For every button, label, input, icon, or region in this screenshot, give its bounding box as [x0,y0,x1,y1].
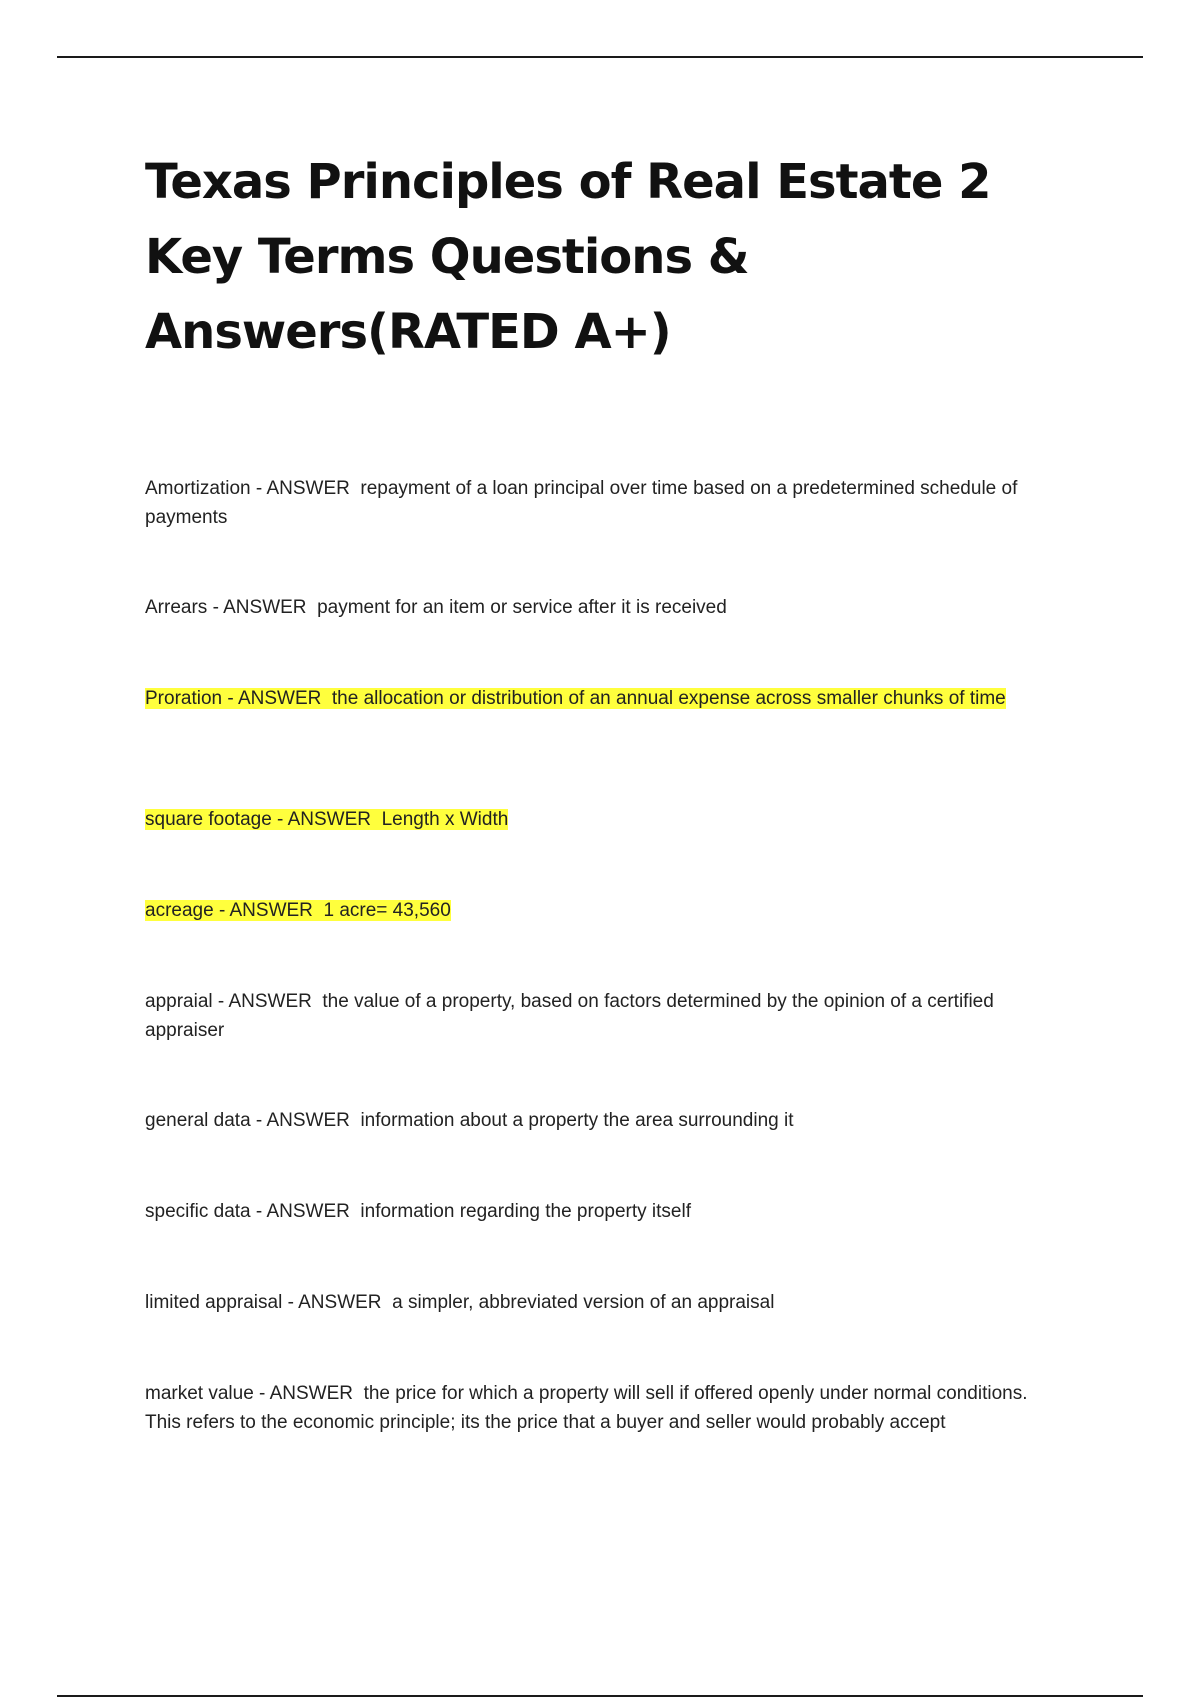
entry-separator: - ANSWER [282,1292,393,1313]
entry-definition: the value of a property, based on factors determined by the opinion of a certified appraiser [145,991,1000,1041]
entry-definition: 1 acre= 43,560 [323,900,451,921]
entry-definition: the allocation or distribution of an annual expense across smaller chunks of time [331,688,1006,709]
entry-separator: - ANSWER [212,991,323,1012]
entry-definition: information about a property the area surrounding it [360,1110,794,1131]
entry-separator: - ANSWER [271,809,382,830]
top-rule [57,56,1143,58]
entry-separator: - ANSWER [250,1110,361,1131]
entry-definition: the price for which a property will sell if offered openly under normal conditions. This refers to the economic principle; its the price that a buyer and seller would probably accept [145,1383,1033,1433]
entry-definition: a simpler, abbreviated version of an appraisal [392,1292,775,1313]
entry-term: general data [145,1110,251,1131]
bottom-rule [57,1695,1143,1697]
entry-acreage [145,896,1065,925]
entry-term: appraial [145,991,213,1012]
highlighted-text [145,900,451,921]
entry-market-value [145,1379,1065,1437]
entry-definition: Length x Width [381,809,509,830]
entry-term: acreage [145,900,214,921]
entry-term: specific data [145,1201,251,1222]
entry-definition: payment for an item or service after it is received [317,597,727,618]
entry-definition: repayment of a loan principal over time based on a predetermined schedule of payments [145,478,1023,528]
entry-limited-appraisal [145,1288,1065,1317]
entry-definition: information regarding the property itself [360,1201,691,1222]
entry-separator: - ANSWER [253,1383,364,1404]
entry-proration [145,684,1065,713]
entry-term: limited appraisal [145,1292,283,1313]
highlighted-text [145,809,508,830]
entry-separator: - ANSWER [207,597,318,618]
entry-arrears [145,593,1065,622]
entry-term: Amortization [145,478,251,499]
entry-square-footage [145,805,1065,834]
entry-amortization [145,474,1065,532]
entry-separator: - ANSWER [250,1201,361,1222]
highlighted-text [145,688,1006,709]
entry-general-data [145,1106,1065,1135]
entry-term: market value [145,1383,254,1404]
entry-separator: - ANSWER [222,688,332,709]
entry-separator: - ANSWER [250,478,361,499]
entry-term: Arrears [145,597,208,618]
entry-appraial [145,987,1065,1045]
document-title: Texas Principles of Real Estate 2 Key Terms Questions & Answers(RATED A+) [145,154,991,360]
entry-separator: - ANSWER [213,900,324,921]
entry-term: square footage [145,809,272,830]
entry-specific-data [145,1197,1065,1226]
entry-term: Proration [145,688,223,709]
